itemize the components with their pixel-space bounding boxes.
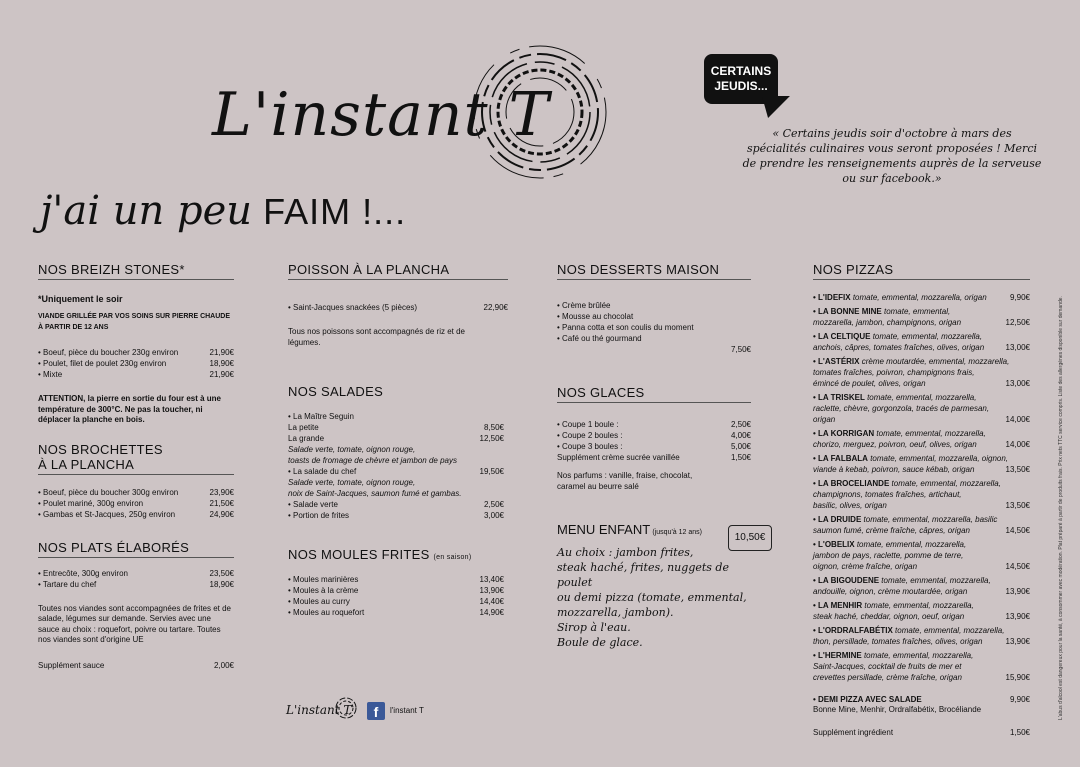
pizza-desc: steak haché, cheddar, oignon, oeuf, origan xyxy=(813,612,965,621)
pizza-price: 13,90€ xyxy=(1005,637,1030,646)
pizza-line xyxy=(813,600,1030,611)
moules-title-text: NOS MOULES FRITES xyxy=(288,547,430,562)
item-price: 5,00€ xyxy=(730,442,751,451)
pizza-name-desc xyxy=(813,453,1008,464)
pizza-item xyxy=(813,392,1030,425)
side-legal-note: L'abus d'alcool est dangereux pour la santé, à consommer avec modération. Plat préparé à partir de produits frais. Prix nets TTC service compris. Liste des allergènes disponible sur demande. xyxy=(1058,296,1064,720)
pizza-desc: tomate, emmental, mozzarella, basilic xyxy=(863,515,998,524)
item-price: 8,50€ xyxy=(483,423,504,432)
pizza-item xyxy=(813,356,1030,389)
enfant-title-text: MENU ENFANT xyxy=(557,522,651,537)
pizza-name: • LA KORRIGAN xyxy=(813,429,875,438)
pizza-item xyxy=(813,650,1030,683)
breizh-warning: ATTENTION, la pierre en sortie du four est à une température de 300°C. Ne pas la toucher, ni déplacer la planche en bois. xyxy=(38,394,221,424)
pizza-name-desc xyxy=(813,331,982,342)
pizza-desc: émincé de poulet, olives, origan xyxy=(813,379,926,388)
pizza-line xyxy=(813,661,1030,672)
jeudis-note: « Certains jeudis soir d'octobre à mars des spécialités culinaires vous seront proposées ! Merci de prendre les renseignements auprès de la serveuse ou sur facebook.» xyxy=(742,127,1042,185)
column-2 xyxy=(288,262,508,618)
pizza-name: • LA MENHIR xyxy=(813,601,863,610)
item-name: • Poulet, filet de poulet 230g environ xyxy=(38,359,167,368)
pizza-item xyxy=(813,514,1030,536)
breizh-intro: VIANDE GRILLÉE PAR VOS SOINS SUR PIERRE CHAUDE À PARTIR DE 12 ANS xyxy=(38,313,231,331)
pizza-line xyxy=(813,500,1030,511)
menu-item xyxy=(38,347,234,358)
item-price: 2,50€ xyxy=(730,420,751,429)
item-price: 9,90€ xyxy=(1009,695,1030,704)
breizh-title: NOS BREIZH STONES* xyxy=(38,262,234,280)
pizza-line xyxy=(813,625,1030,636)
pizza-name: • LA FALBALA xyxy=(813,454,868,463)
menu-item xyxy=(38,369,234,380)
pizza-desc: tomate, emmental, mozzarella, xyxy=(856,540,967,549)
pizza-line xyxy=(813,525,1030,536)
pizza-line xyxy=(813,367,1030,378)
pizza-price: 13,50€ xyxy=(1005,501,1030,510)
pizza-desc: champignons, tomates fraîches, artichaut, xyxy=(813,490,962,499)
pizza-desc: saumon fumé, crème fraîche, câpres, origan xyxy=(813,526,970,535)
item-price: 23,50€ xyxy=(209,568,234,578)
poisson-title: POISSON À LA PLANCHA xyxy=(288,262,508,280)
pizza-name-desc xyxy=(813,575,991,586)
pizza-desc: tomate, emmental, mozzarella, xyxy=(895,626,1005,635)
pizza-name: • LA BONNE MINE xyxy=(813,307,882,316)
pizza-item xyxy=(813,625,1030,647)
pizza-price: 14,00€ xyxy=(1005,415,1030,424)
item-name: • Saint-Jacques snackées (5 pièces) xyxy=(288,303,418,312)
menu-item xyxy=(38,358,234,369)
pizza-price: 12,50€ xyxy=(1005,318,1030,327)
pizza-line xyxy=(813,464,1030,475)
menu-item xyxy=(38,509,234,520)
pizza-desc: jambon de pays, raclette, pomme de terre, xyxy=(813,551,964,560)
item-name: • Moules marinières xyxy=(288,575,359,584)
poisson-note: Tous nos poissons sont accompagnés de riz et de légumes. xyxy=(288,327,465,347)
pizza-line xyxy=(813,292,1030,303)
item-price: 2,00€ xyxy=(213,660,234,670)
pizza-desc: oignon, crème fraîche, origan xyxy=(813,562,918,571)
glaces-title: NOS GLACES xyxy=(557,385,751,403)
enfant-age: (jusqu'à 12 ans) xyxy=(652,529,702,536)
pizza-item xyxy=(813,575,1030,597)
item-description xyxy=(288,488,504,499)
menu-item xyxy=(288,585,504,596)
menu-item: • Panna cotta et son coulis du moment xyxy=(557,323,694,332)
plats-title: NOS PLATS ÉLABORÉS xyxy=(38,540,234,558)
pizza-desc: viande à kebab, poivron, sauce kébab, origan xyxy=(813,465,975,474)
tagline-bold: FAIM !... xyxy=(263,191,407,232)
pizza-name: • L'ASTÉRIX xyxy=(813,357,860,366)
item-price: 13,40€ xyxy=(479,575,504,584)
breizh-subtitle: *Uniquement le soir xyxy=(38,294,123,304)
item-price: 21,90€ xyxy=(209,370,234,379)
pizza-name-desc xyxy=(813,392,976,403)
pizza-desc: tomate, emmental, mozzarella, xyxy=(863,651,974,660)
pizza-item xyxy=(813,453,1030,475)
pizza-desc: anchois, câpres, tomates fraîches, olives, origan xyxy=(813,343,985,352)
menu-item xyxy=(288,499,504,510)
item-name: Supplément sauce xyxy=(38,660,105,670)
pizza-name-desc xyxy=(813,292,987,303)
pizza-desc: Saint-Jacques, cocktail de fruits de mer et xyxy=(813,662,962,671)
item-name: • Boeuf, pièce du boucher 300g environ xyxy=(38,487,179,497)
bubble-tail xyxy=(758,96,790,118)
item-name: Supplément ingrédient xyxy=(813,728,894,737)
brochettes-title-line-1: NOS BROCHETTES xyxy=(38,441,163,457)
item-name: La grande xyxy=(288,434,325,443)
item-name: • Poulet mariné, 300g environ xyxy=(38,498,144,508)
menu-item xyxy=(38,568,234,579)
item-name: • Moules au roquefort xyxy=(288,608,365,617)
item-name: toasts de fromage de chèvre et jambon de pays xyxy=(288,456,457,465)
pizza-name-desc xyxy=(813,514,997,525)
pizza-name: • LA BIGOUDENE xyxy=(813,576,880,585)
item-name: • Moules à la crème xyxy=(288,586,359,595)
pizza-name: • L'IDEFIX xyxy=(813,293,851,302)
moules-title xyxy=(288,547,508,564)
pizza-name-desc xyxy=(813,478,1001,489)
item-description xyxy=(288,444,504,455)
enfant-title xyxy=(557,522,751,537)
pizza-name: • LA DRUIDE xyxy=(813,515,862,524)
glaces-list xyxy=(557,419,751,463)
enfant-description xyxy=(557,545,751,650)
menu-item xyxy=(288,607,504,618)
menu-item xyxy=(38,579,234,590)
pizza-price: 9,90€ xyxy=(1009,293,1030,302)
enfant-line: ou demi pizza (tomate, emmental, xyxy=(557,591,747,604)
pizza-desc: crème moutardée, emmental, mozzarella, xyxy=(861,357,1010,366)
pizza-line xyxy=(813,414,1030,425)
bubble-line-2: JEUDIS... xyxy=(714,79,768,93)
pizza-line xyxy=(813,342,1030,353)
pizza-line xyxy=(813,575,1030,586)
pizza-desc: thon, persillade, tomates fraîches, olives, origan xyxy=(813,637,983,646)
moules-list xyxy=(288,574,504,618)
pizza-price: 13,90€ xyxy=(1005,612,1030,621)
pizza-desc: tomates fraîches, poivron, champignons frais, xyxy=(813,368,975,377)
pizza-name-desc xyxy=(813,650,973,661)
item-name: • Entrecôte, 300g environ xyxy=(38,568,128,578)
item-price: 7,50€ xyxy=(730,345,751,354)
pizza-name: • L'OBELIX xyxy=(813,540,855,549)
pizza-line xyxy=(813,392,1030,403)
menu-item xyxy=(288,433,504,444)
facebook-name[interactable]: l'instant T xyxy=(390,706,424,715)
menu-item xyxy=(288,596,504,607)
pizza-name-desc xyxy=(813,600,974,611)
menu-item xyxy=(288,302,508,313)
menu-item xyxy=(557,441,751,452)
plats-note: Toutes nos viandes sont accompagnées de frites et de salade, légumes sur demande. Servies avec une sauce au choix : roquefort, poivre ou tartare. Toutes nos viandes sont d'origine UE xyxy=(38,603,232,644)
pizza-line xyxy=(813,478,1030,489)
pizza-line xyxy=(813,611,1030,622)
pizza-desc: andouille, oignon, crème moutardée, origan xyxy=(813,587,968,596)
pizza-price: 13,00€ xyxy=(1005,343,1030,352)
menu-item xyxy=(288,466,504,477)
pizza-line xyxy=(813,378,1030,389)
footer-logo: L'instant T xyxy=(286,703,352,717)
pizza-line xyxy=(813,439,1030,450)
item-price: 4,00€ xyxy=(730,431,751,440)
pizza-line xyxy=(813,403,1030,414)
item-price: 18,90€ xyxy=(209,359,234,368)
enfant-price-tag: 10,50€ xyxy=(728,525,772,551)
pizza-desc: raclette, chèvre, gorgonzola, tracés de parmesan, xyxy=(813,404,990,413)
item-price: 13,90€ xyxy=(479,586,504,595)
pizza-line xyxy=(813,428,1030,439)
menu-item xyxy=(38,498,234,509)
pizza-price: 15,90€ xyxy=(1005,673,1030,682)
menu-item xyxy=(288,411,504,422)
menu-item xyxy=(38,487,234,498)
menu-item xyxy=(557,419,751,430)
item-name: • Portion de frites xyxy=(288,511,350,520)
item-price: 12,50€ xyxy=(479,434,504,443)
pizza-name: • LA BROCELIANDE xyxy=(813,479,890,488)
salades-list xyxy=(288,411,504,521)
item-name: Salade verte, tomate, oignon rouge, xyxy=(288,478,416,487)
item-name: • Coupe 2 boules : xyxy=(557,431,623,440)
item-price: 3,00€ xyxy=(483,511,504,520)
item-name: La petite xyxy=(288,423,319,432)
pizza-desc: basilic, olives, origan xyxy=(813,501,887,510)
item-price: 21,50€ xyxy=(209,498,234,508)
breizh-list xyxy=(38,347,234,380)
item-price: 23,90€ xyxy=(209,487,234,497)
pizza-name-desc xyxy=(813,306,950,317)
item-price: 14,40€ xyxy=(479,597,504,606)
pizza-item xyxy=(813,539,1030,572)
menu-item: • Mousse au chocolat xyxy=(557,312,634,321)
pizza-name: • L'HERMINE xyxy=(813,651,862,660)
demi-description: Bonne Mine, Menhir, Ordralfabétix, Brocéliande xyxy=(813,705,982,714)
enfant-line: mozzarella, jambon). xyxy=(557,606,674,619)
item-name: • Coupe 3 boules : xyxy=(557,442,623,451)
pizza-line xyxy=(813,650,1030,661)
pizza-desc: mozzarella, jambon, champignons, origan xyxy=(813,318,962,327)
salades-title: NOS SALADES xyxy=(288,384,384,399)
item-price: 24,90€ xyxy=(209,509,234,519)
logo-title: L'instant T xyxy=(212,80,550,150)
pizza-price: 14,50€ xyxy=(1005,562,1030,571)
pizza-desc: chorizo, merguez, poivron, oeuf, olives, origan xyxy=(813,440,977,449)
item-name: • Mixte xyxy=(38,370,63,379)
column-1 xyxy=(38,262,234,671)
pizza-line xyxy=(813,514,1030,525)
item-name: • Coupe 1 boule : xyxy=(557,420,619,429)
facebook-icon[interactable]: f xyxy=(367,702,385,720)
pizza-line xyxy=(813,539,1030,550)
item-name: Salade verte, tomate, oignon rouge, xyxy=(288,445,416,454)
pizza-desc: tomate, emmental, mozzarella, xyxy=(891,479,1001,488)
pizzas-title: NOS PIZZAS xyxy=(813,262,1030,280)
item-price: 18,90€ xyxy=(209,579,234,589)
item-name: • Moules au curry xyxy=(288,597,350,606)
pizza-item xyxy=(813,331,1030,353)
item-price: 22,90€ xyxy=(483,303,508,312)
brochettes-title xyxy=(38,442,234,475)
item-price: 21,90€ xyxy=(209,348,234,357)
pizza-line xyxy=(813,356,1030,367)
desserts-list xyxy=(557,300,751,355)
menu-item: • Crème brûlée xyxy=(557,301,611,310)
column-4 xyxy=(813,262,1030,738)
item-name: • Salade verte xyxy=(288,500,338,509)
item-description xyxy=(288,455,504,466)
item-price: 2,50€ xyxy=(483,500,504,509)
item-price: 14,90€ xyxy=(479,608,504,617)
item-name: • La salade du chef xyxy=(288,467,357,476)
enfant-line: Au choix : jambon frites, xyxy=(557,546,694,559)
pizza-line xyxy=(813,489,1030,500)
pizza-price: 13,50€ xyxy=(1005,465,1030,474)
pizza-item xyxy=(813,600,1030,622)
pizza-name-desc xyxy=(813,625,1004,636)
pizza-price: 14,50€ xyxy=(1005,526,1030,535)
pizza-name-desc xyxy=(813,356,1009,367)
tagline xyxy=(40,188,406,234)
pizza-line xyxy=(813,586,1030,597)
pizza-desc: tomate, emmental, mozzarella, xyxy=(881,576,991,585)
moules-season: (en saison) xyxy=(433,554,472,561)
pizza-item xyxy=(813,478,1030,511)
desserts-price-row xyxy=(557,344,751,355)
pizza-price: 13,90€ xyxy=(1005,587,1030,596)
desserts-title: NOS DESSERTS MAISON xyxy=(557,262,751,280)
pizza-desc: crevettes persillade, crème fraîche, origan xyxy=(813,673,962,682)
pizza-item xyxy=(813,428,1030,450)
pizza-name-desc xyxy=(813,539,966,550)
item-price: 1,50€ xyxy=(730,453,751,462)
footer-logo-rings xyxy=(334,696,358,720)
pizza-item xyxy=(813,306,1030,328)
item-price: 19,50€ xyxy=(479,467,504,476)
enfant-line: Sirop à l'eau. xyxy=(557,621,631,634)
pizza-line xyxy=(813,636,1030,647)
item-name: • Gambas et St-Jacques, 250g environ xyxy=(38,509,176,519)
item-name: Supplément crème sucrée vanillée xyxy=(557,453,680,462)
item-name: noix de Saint-Jacques, saumon fumé et gambas. xyxy=(288,489,462,498)
pizza-desc: origan xyxy=(813,415,836,424)
item-name: • Boeuf, pièce du boucher 230g environ xyxy=(38,348,179,357)
menu-item xyxy=(557,452,751,463)
pizza-line xyxy=(813,672,1030,683)
pizza-item xyxy=(813,292,1030,303)
menu-item xyxy=(288,422,504,433)
pizza-line xyxy=(813,306,1030,317)
enfant-line: Boule de glace. xyxy=(557,636,643,649)
pizza-price: 14,00€ xyxy=(1005,440,1030,449)
item-name: • La Maître Seguin xyxy=(288,412,354,421)
pizza-name-desc xyxy=(813,428,986,439)
pizza-desc: tomate, emmental, mozzarella, origan xyxy=(852,293,987,302)
menu-item xyxy=(288,510,504,521)
pizza-line xyxy=(813,550,1030,561)
menu-item xyxy=(288,574,504,585)
pizza-line xyxy=(813,317,1030,328)
glaces-parfums: Nos parfums : vanille, fraise, chocolat, caramel au beurre salé xyxy=(557,471,693,491)
item-name: • DEMI PIZZA AVEC SALADE xyxy=(813,695,922,704)
pizza-name: • LA TRISKEL xyxy=(813,393,865,402)
menu-item xyxy=(38,660,234,671)
item-description xyxy=(288,477,504,488)
pizza-desc: tomate, emmental, xyxy=(883,307,951,316)
pizza-price: 13,00€ xyxy=(1005,379,1030,388)
pizza-name: • LA CELTIQUE xyxy=(813,332,871,341)
pizza-desc: tomate, emmental, mozzarella, xyxy=(876,429,986,438)
pizza-line xyxy=(813,453,1030,464)
menu-item xyxy=(813,694,1030,705)
column-3 xyxy=(557,262,751,650)
brochettes-title-line-2: À LA PLANCHA xyxy=(38,456,135,472)
enfant-line: steak haché, frites, nuggets de poulet xyxy=(557,561,729,589)
pizza-desc: tomate, emmental, mozzarella, oignon, xyxy=(870,454,1009,463)
pizza-name: • L'ORDRALFABÉTIX xyxy=(813,626,893,635)
tagline-script: j'ai un peu xyxy=(40,188,253,234)
pizza-line xyxy=(813,331,1030,342)
pizza-desc: tomate, emmental, mozzarella, xyxy=(864,601,974,610)
menu-item xyxy=(813,727,1030,738)
pizza-line xyxy=(813,561,1030,572)
pizza-desc: tomate, emmental, mozzarella, xyxy=(867,393,977,402)
menu-item xyxy=(557,430,751,441)
bubble-line-1: CERTAINS xyxy=(710,64,772,78)
pizza-desc: tomate, emmental, mozzarella, xyxy=(872,332,983,341)
item-price: 1,50€ xyxy=(1009,728,1030,737)
pizzas-list xyxy=(813,292,1030,683)
menu-item: • Café ou thé gourmand xyxy=(557,334,642,343)
item-name: • Tartare du chef xyxy=(38,579,97,589)
